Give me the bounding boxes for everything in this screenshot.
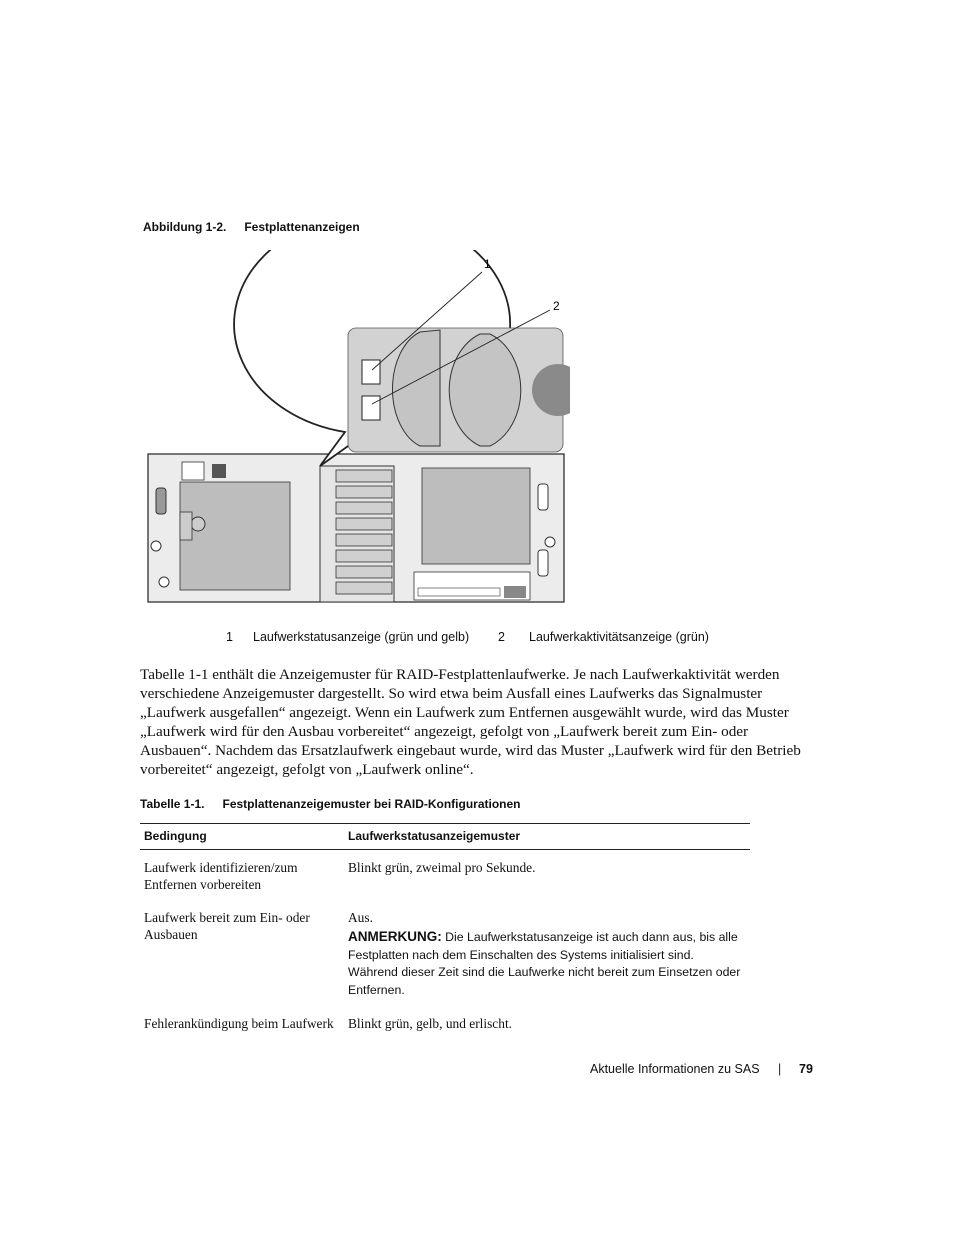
power-button-icon — [191, 517, 205, 531]
drive-indicator-illustration — [140, 250, 570, 610]
legend-text: Laufwerkaktivitätsanzeige (grün) — [529, 630, 709, 644]
usb-ports-icon — [212, 464, 226, 478]
footer-section-title: Aktuelle Informationen zu SAS — [590, 1062, 760, 1076]
table-row — [140, 1006, 750, 1039]
table-header-row — [140, 824, 750, 850]
body-paragraph: Tabelle 1-1 enthält die Anzeigemuster für RAID-Festplattenlaufwerke. Je nach Laufwerkaktivität werden verschiedene Anzeigemuster dargestellt. So wird etwa beim Ausfall eines Laufwerks das Signalmuster „Laufwerk ausgefallen“ angezeigt. Wenn ein Laufwerk zum Entfernen ausgewählt wurde, wird das Muster „Laufwerk wird für den Ausbau vorbereitet“ angezeigt, gefolgt von „Laufwerk bereit zum Ein- oder Ausbauen“. Nachdem das Ersatzlaufwerk eingebaut wurde, wird das Muster „Laufwerk wird für den Betrieb vorbereitet“ angezeigt, gefolgt von „Laufwerk online“. — [140, 666, 801, 778]
callout-number-2: 2 — [553, 299, 560, 313]
page-number: 79 — [799, 1062, 813, 1076]
page-footer — [590, 1062, 813, 1076]
right-handle-icon — [538, 484, 548, 510]
column-header: Bedingung — [140, 824, 344, 850]
pattern-cell-with-note — [344, 900, 750, 1006]
note-label: ANMERKUNG: — [348, 929, 442, 944]
condition-cell: Fehlerankündigung beim Laufwerk — [144, 1016, 334, 1031]
note-text: Die Laufwerkstatusanzeige ist auch dann aus, bis alle Festplatten nach dem Einschalten des Systems initialisiert sind. Während dieser Zeit sind die Laufwerke nicht bereit zum Einsetzen oder Entfernen. — [348, 930, 741, 997]
raid-indicator-table — [140, 823, 750, 1039]
right-panel — [422, 468, 530, 564]
condition-cell: Laufwerk bereit zum Ein- oder Ausbauen — [144, 910, 310, 942]
pattern-cell: Blinkt grün, zweimal pro Sekunde. — [348, 860, 536, 875]
callout-number-1: 1 — [484, 257, 491, 271]
legend-number: 1 — [226, 630, 233, 644]
left-handle-icon — [156, 488, 166, 514]
activity-indicator-icon — [362, 396, 380, 420]
figure-title: Festplattenanzeigen — [244, 220, 360, 234]
table-caption — [140, 797, 521, 811]
table-title: Festplattenanzeigemuster bei RAID-Konfigurationen — [222, 797, 521, 811]
status-indicator-icon — [362, 360, 380, 384]
table-row — [140, 850, 750, 901]
footer-separator: | — [778, 1062, 782, 1076]
figure-label: Abbildung 1-2. — [143, 220, 227, 234]
condition-cell: Laufwerk identifizieren/zum Entfernen vorbereiten — [144, 860, 298, 892]
figure-caption — [143, 220, 360, 234]
screw-icon — [151, 541, 161, 551]
left-panel — [180, 482, 290, 590]
pattern-text: Aus. — [348, 910, 373, 925]
legend-number: 2 — [498, 630, 505, 644]
column-header: Laufwerkstatusanzeigemuster — [344, 824, 750, 850]
note — [348, 928, 746, 999]
table-label: Tabelle 1-1. — [140, 797, 205, 811]
table-row — [140, 900, 750, 1006]
legend-text: Laufwerkstatusanzeige (grün und gelb) — [253, 630, 470, 644]
pattern-cell: Blinkt grün, gelb, und erlischt. — [348, 1016, 513, 1031]
vga-port-icon — [182, 462, 204, 480]
